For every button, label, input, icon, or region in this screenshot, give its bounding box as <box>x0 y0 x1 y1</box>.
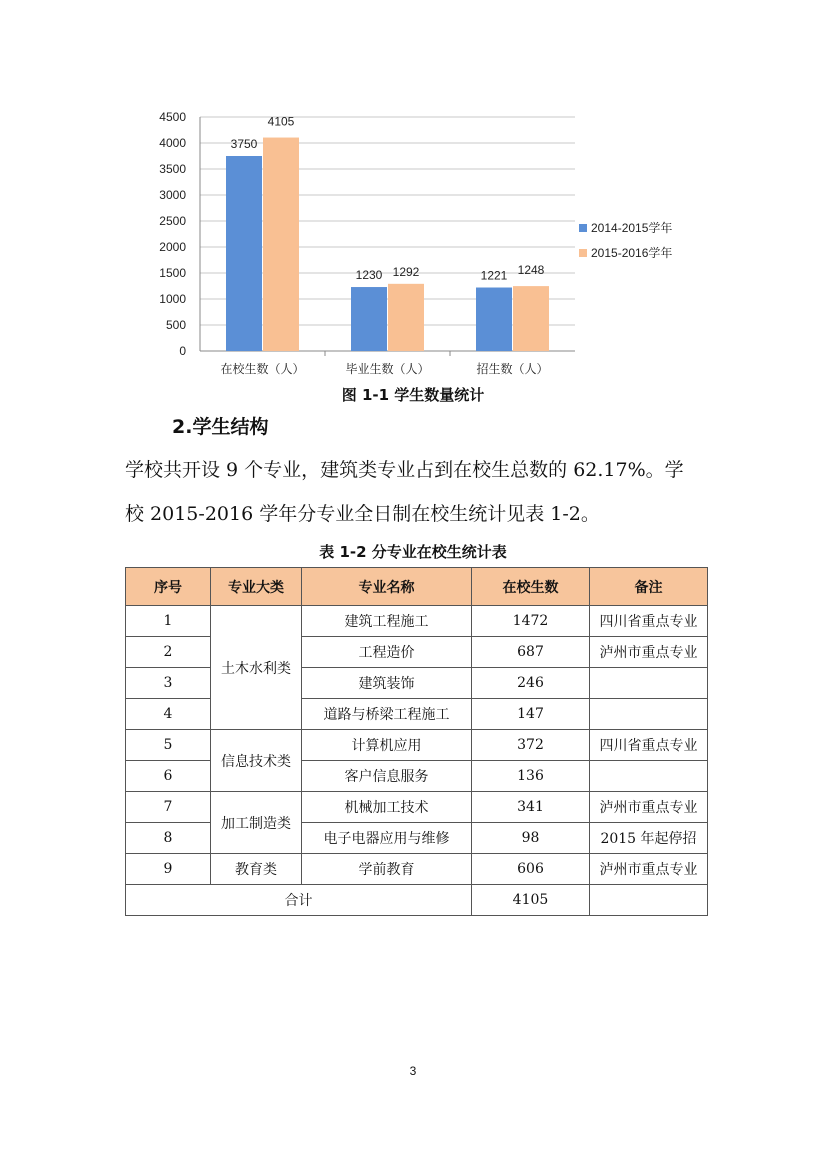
figure-caption: 图 1-1 学生数量统计 <box>341 386 485 404</box>
y-tick-label: 4000 <box>159 136 186 150</box>
row-no: 5 <box>126 730 211 761</box>
row-note <box>590 699 708 730</box>
bar <box>226 156 262 351</box>
data-label: 1292 <box>392 264 420 279</box>
row-count: 147 <box>472 699 590 730</box>
legend-label: 2014-2015学年 <box>591 221 673 235</box>
row-note: 四川省重点专业 <box>590 730 708 761</box>
y-tick-label: 2000 <box>159 240 186 254</box>
total-label: 合计 <box>126 885 472 916</box>
row-no: 4 <box>126 699 211 730</box>
total-value: 4105 <box>472 885 590 916</box>
category-cell: 加工制造类 <box>211 792 302 854</box>
row-no: 6 <box>126 761 211 792</box>
row-major: 机械加工技术 <box>302 792 472 823</box>
data-label: 3750 <box>230 137 258 151</box>
row-note: 泸州市重点专业 <box>590 792 708 823</box>
y-tick-label: 3000 <box>159 188 186 202</box>
major-enrollment-table <box>125 567 708 916</box>
x-tick-label: 毕业生数（人） <box>345 362 430 376</box>
row-note: 2015 年起停招 <box>590 823 708 854</box>
x-tick-label: 在校生数（人） <box>220 362 305 376</box>
row-note <box>590 668 708 699</box>
category-cell: 教育类 <box>211 854 302 885</box>
bar <box>476 288 512 351</box>
header-major: 专业名称 <box>302 568 472 606</box>
y-tick-label: 4500 <box>159 110 186 124</box>
y-tick-label: 1000 <box>159 292 186 306</box>
table-row <box>126 792 708 823</box>
y-tick-label: 3500 <box>159 162 186 176</box>
row-major: 道路与桥梁工程施工 <box>302 699 472 730</box>
bar <box>351 287 387 351</box>
row-count: 606 <box>472 854 590 885</box>
legend-swatch <box>579 249 587 257</box>
header-note: 备注 <box>590 568 708 606</box>
row-major: 工程造价 <box>302 637 472 668</box>
data-label: 1221 <box>480 268 508 283</box>
y-tick-label: 2500 <box>159 214 186 228</box>
row-major: 建筑装饰 <box>302 668 472 699</box>
data-label: 1248 <box>517 263 545 278</box>
row-major: 客户信息服务 <box>302 761 472 792</box>
row-no: 9 <box>126 854 211 885</box>
category-cell: 土木水利类 <box>211 606 302 730</box>
row-major: 学前教育 <box>302 854 472 885</box>
y-tick-label: 0 <box>179 344 186 358</box>
header-category: 专业大类 <box>211 568 302 606</box>
row-no: 2 <box>126 637 211 668</box>
page-number: 3 <box>409 1064 417 1078</box>
row-note: 四川省重点专业 <box>590 606 708 637</box>
row-count: 1472 <box>472 606 590 637</box>
row-major: 计算机应用 <box>302 730 472 761</box>
table-header-row <box>126 568 708 606</box>
legend-swatch <box>579 224 587 232</box>
data-label: 1230 <box>355 268 383 283</box>
row-no: 3 <box>126 668 211 699</box>
table-row <box>126 854 708 885</box>
x-tick-label: 招生数（人） <box>476 362 549 376</box>
header-count: 在校生数 <box>472 568 590 606</box>
row-count: 246 <box>472 668 590 699</box>
row-no: 7 <box>126 792 211 823</box>
y-tick-label: 1500 <box>159 266 186 280</box>
row-note <box>590 761 708 792</box>
row-no: 1 <box>126 606 211 637</box>
table-row <box>126 730 708 761</box>
paragraph-line-2: 校 2015-2016 学年分专业全日制在校生统计见表 1-2。 <box>125 503 600 525</box>
row-note: 泸州市重点专业 <box>590 854 708 885</box>
table-caption: 表 1-2 分专业在校生统计表 <box>319 543 507 561</box>
row-major: 建筑工程施工 <box>302 606 472 637</box>
row-no: 8 <box>126 823 211 854</box>
category-cell: 信息技术类 <box>211 730 302 792</box>
section-heading: 2.学生结构 <box>172 416 269 438</box>
paragraph-line-1: 学校共开设 9 个专业，建筑类专业占到在校生总数的 62.17%。学 <box>125 459 684 481</box>
legend-label: 2015-2016学年 <box>591 246 673 260</box>
row-count: 687 <box>472 637 590 668</box>
bar <box>513 286 549 351</box>
student-count-bar-chart <box>150 105 710 385</box>
row-count: 372 <box>472 730 590 761</box>
row-note: 泸州市重点专业 <box>590 637 708 668</box>
header-no: 序号 <box>126 568 211 606</box>
total-note <box>590 885 708 916</box>
table-total-row <box>126 885 708 916</box>
table-row <box>126 606 708 637</box>
y-tick-label: 500 <box>165 318 186 332</box>
row-count: 136 <box>472 761 590 792</box>
row-count: 98 <box>472 823 590 854</box>
row-count: 341 <box>472 792 590 823</box>
data-label: 4105 <box>267 114 295 129</box>
row-major: 电子电器应用与维修 <box>302 823 472 854</box>
bar <box>263 138 299 351</box>
bar <box>388 284 424 351</box>
